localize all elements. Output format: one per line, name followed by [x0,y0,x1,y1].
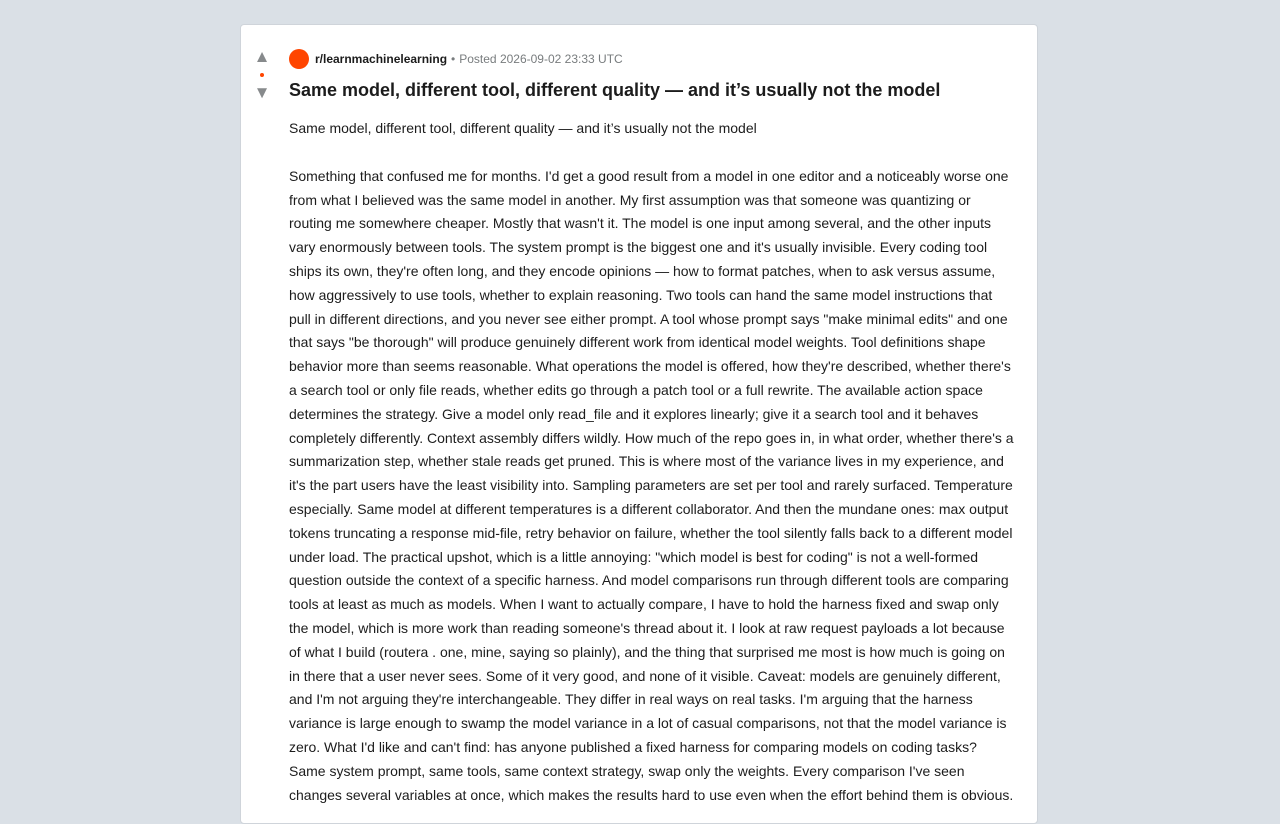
subreddit-avatar-icon[interactable] [289,49,309,69]
post-body-lead: Same model, different tool, different quality — and it’s usually not the model [289,120,757,136]
post-timestamp: Posted 2026-09-02 23:33 UTC [459,52,623,66]
subreddit-link[interactable]: r/learnmachinelearning [315,52,448,66]
post-card [240,24,1038,824]
post-meta [289,49,1017,69]
upvote-icon[interactable]: ▲ [253,47,271,66]
post-body [289,117,1017,807]
score-dot-icon [260,73,264,77]
post-content [289,49,1017,807]
downvote-icon[interactable]: ▼ [253,83,271,102]
vote-column [249,47,275,103]
post-body-text: Something that confused me for months. I'd get a good result from a model in one editor and a noticeably worse one from what I believed was the same model in another. My first assumption was that someone was quantizing or routing me somewhere cheaper. Mostly that wasn't it. The model is one input among several, and the other inputs vary enormously between tools. The system prompt is the biggest one and it's usually invisible. Every coding tool ships its own, they're often long, and they encode opinions — how to format patches, when to ask versus assume, how aggressively to use tools, whether to explain reasoning. Two tools can hand the same model instructions that pull in different directions, and you never see either prompt. A tool whose prompt says "make minimal edits" and one that says "be thorough" will produce genuinely different work from identical model weights. Tool definitions shape behavior more than seems reasonable. What operations the model is offered, how they're described, whether there's a search tool or only file reads, whether edits go through a patch tool or a full rewrite. The available action space determines the strategy. Give a model only read_file and it explores linearly; give it a search tool and it behaves completely differently. Context assembly differs wildly. How much of the repo goes in, in what order, whether there's a summarization step, whether stale reads get pruned. This is where most of the variance lives in my experience, and it's the part users have the least visibility into. Sampling parameters are set per tool and rarely surfaced. Temperature especially. Same model at different temperatures is a different collaborator. And then the mundane ones: max output tokens truncating a response mid-file, retry behavior on failure, whether the tool silently falls back to a different model under load. The practical upshot, which is a little annoying: "which model is best for coding" is not a well-formed question outside the context of a specific harness. And model comparisons run through different tools are comparing tools at least as much as models. When I want to actually compare, I have to hold the harness fixed and swap only the model, which is more work than reading someone's thread about it. I look at raw request payloads a lot because of what I build (routera . one, mine, saying so plainly), and the thing that surprised me most is how much is going on in there that a user never sees. Some of it very good, and none of it visible. Caveat: models are genuinely different, and I'm not arguing they're interchangeable. They differ in real ways on real tasks. I'm arguing that the harness variance is large enough to swamp the model variance in a lot of casual comparisons, not that the model variance is zero. What I'd like and can't find: has anyone published a fixed harness for comparing models on coding tasks? Same system prompt, same tools, same context strategy, swap only the weights. Every comparison I've seen changes several variables at once, which makes the results hard to use even when the effort behind them is obvious. [289,167,1014,803]
vote-score [260,67,264,83]
meta-separator: • [451,52,456,66]
post-title[interactable]: Same model, different tool, different quality — and it’s usually not the model [289,80,941,100]
